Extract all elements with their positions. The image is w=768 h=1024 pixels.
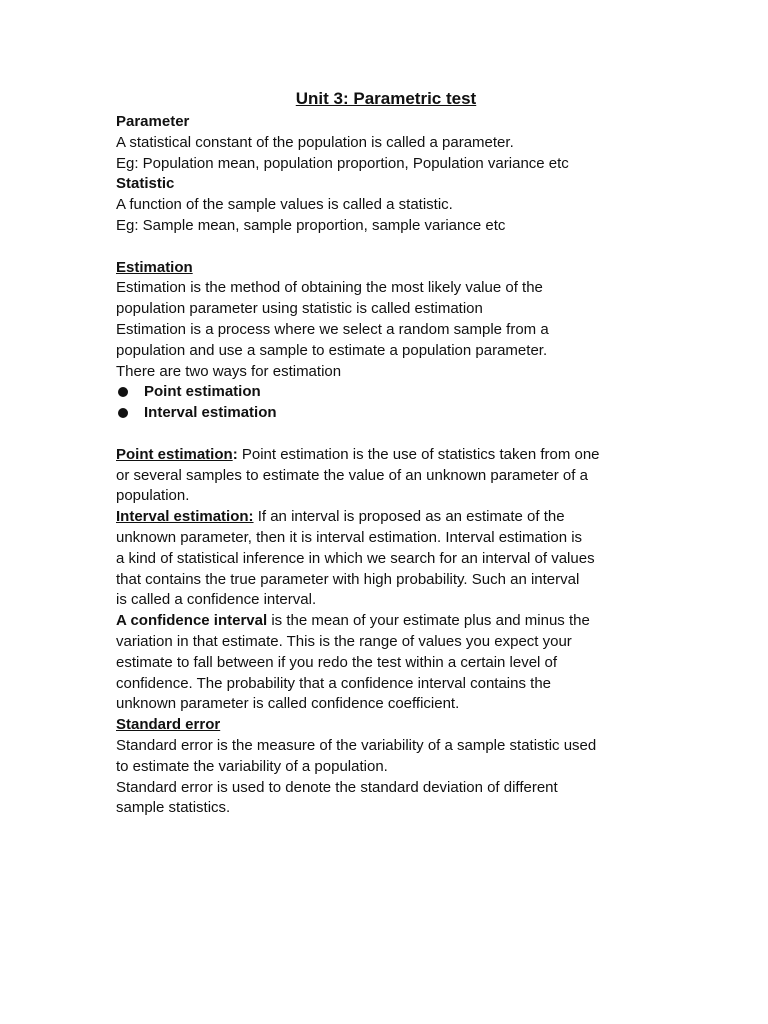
- estimation-line: Estimation is a process where we select a random sample from a: [116, 320, 549, 338]
- point-estimation-line: population.: [116, 487, 190, 505]
- interval-estimation-line: a kind of statistical inference in which we search for an interval of values: [116, 549, 595, 567]
- point-estimation-colon: :: [232, 445, 238, 463]
- bullet-icon: [118, 387, 128, 397]
- interval-estimation-line: unknown parameter, then it is interval estimation. Interval estimation is: [116, 528, 583, 546]
- list-item: [116, 403, 656, 424]
- spacer: [116, 237, 656, 258]
- page-title: Unit 3: Parametric test: [295, 89, 477, 108]
- standard-error-line: Standard error is used to denote the standard deviation of different: [116, 778, 558, 796]
- standard-error-line: Standard error is the measure of the variability of a sample statistic used: [116, 736, 597, 754]
- point-estimation-paragraph-line: [116, 445, 656, 466]
- confidence-interval-term: A confidence interval: [116, 612, 268, 630]
- spacer: [116, 424, 656, 445]
- statistic-definition: A function of the sample values is called a statistic.: [116, 196, 453, 214]
- interval-estimation-line: is called a confidence interval.: [116, 591, 317, 609]
- estimation-line: population and use a sample to estimate a population parameter.: [116, 341, 548, 359]
- list-item-label: Interval estimation: [144, 404, 277, 422]
- estimation-line: population parameter using statistic is called estimation: [116, 300, 483, 318]
- point-estimation-text: Point estimation is the use of statistics taken from one: [237, 445, 600, 463]
- point-estimation-term: Point estimation: [116, 445, 233, 463]
- point-estimation-line: or several samples to estimate the value of an unknown parameter of a: [116, 466, 588, 484]
- confidence-interval-line: confidence. The probability that a confidence interval contains the: [116, 674, 551, 692]
- interval-estimation-paragraph-line: [116, 507, 656, 528]
- document-page: [116, 88, 656, 819]
- statistic-heading: Statistic: [116, 175, 175, 193]
- list-item-label: Point estimation: [144, 383, 261, 401]
- estimation-line: There are two ways for estimation: [116, 362, 342, 380]
- parameter-heading: Parameter: [116, 113, 190, 130]
- standard-error-heading: Standard error: [116, 716, 221, 734]
- standard-error-line: sample statistics.: [116, 799, 231, 817]
- interval-estimation-line: that contains the true parameter with high probability. Such an interval: [116, 570, 580, 588]
- bullet-icon: [118, 408, 128, 418]
- parameter-example: Eg: Population mean, population proportion, Population variance etc: [116, 154, 569, 172]
- estimation-heading: Estimation: [116, 258, 193, 276]
- list-item: [116, 382, 656, 403]
- interval-estimation-text: If an interval is proposed as an estimate of the: [253, 508, 565, 526]
- confidence-interval-paragraph-line: [116, 611, 656, 632]
- interval-estimation-term: Interval estimation:: [116, 508, 254, 526]
- confidence-interval-line: estimate to fall between if you redo the test within a certain level of: [116, 653, 558, 671]
- estimation-line: Estimation is the method of obtaining the most likely value of the: [116, 279, 543, 297]
- standard-error-line: to estimate the variability of a population.: [116, 757, 388, 775]
- confidence-interval-text: is the mean of your estimate plus and minus the: [267, 612, 590, 630]
- parameter-definition: A statistical constant of the population is called a parameter.: [116, 133, 514, 151]
- confidence-interval-line: unknown parameter is called confidence coefficient.: [116, 695, 460, 713]
- estimation-methods-list: [116, 382, 656, 424]
- confidence-interval-line: variation in that estimate. This is the range of values you expect your: [116, 632, 572, 650]
- statistic-example: Eg: Sample mean, sample proportion, sample variance etc: [116, 216, 506, 234]
